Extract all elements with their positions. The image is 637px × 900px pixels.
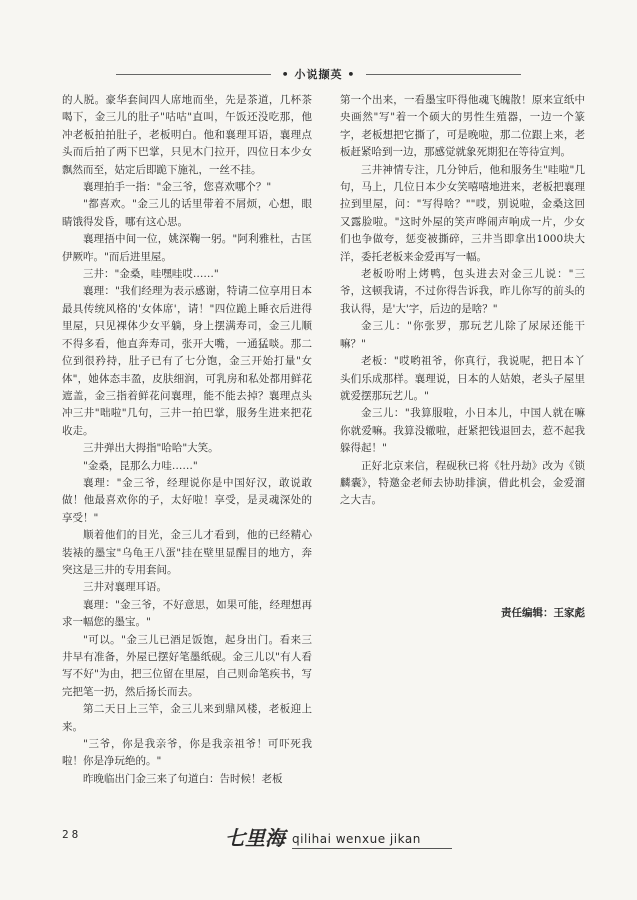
- paragraph: "可以。"金三儿已酒足饭饱，起身出门。看来三井早有准备，外屋已摆好笔墨纸砚。金三儿以"有人看写不好"为由，把三位留在里屋，自己则命笔疾书，写完把笔一扔，然后扬长而去。: [62, 633, 312, 698]
- paragraph: 襄理捂中间一位，姚深鞠一躬。"阿利雅杜，古匡伊厥咋。"而后进里屋。: [62, 233, 312, 263]
- paragraph: 第一个出来，一看墨宝吓得他魂飞魄散！原来宣纸中央画然"写"着一个硕大的男性生殖器，一边一个篆字，老板想把它撕了，可是晚啦，那二位跟上来，老板赶紧哈到一边，那感觉就象死期犯在等待宣判。: [340, 94, 585, 159]
- paragraph: 三井弹出大拇指"哈哈"大笑。: [83, 442, 219, 455]
- paragraph: 昨晚临出门金三来了句道白：告时候！老板: [83, 772, 283, 785]
- paragraph: 三井对襄理耳语。: [83, 581, 167, 594]
- paragraph: 老板："哎哟祖爷，你真行，我说呢，把日本丫头们乐成那样。襄理说，日本的人姑娘，老头子屋里就爱摆那玩艺儿。": [340, 355, 585, 402]
- paragraph: 顺着他们的目光，金三儿才看到，他的已经精心装裱的墨宝"乌龟王八蛋"挂在壁里显醒目的地方，奔突这是三井的专用套间。: [62, 529, 312, 576]
- right-text-column: [340, 92, 585, 510]
- section-title: • 小说撷英 •: [281, 68, 356, 81]
- paragraph: 金三儿："我算服啦，小日本儿，中国人就在嘛你就爱嘛。我算没辙啦，赶紧把钱退回去，惹不起我躲得起！": [340, 407, 585, 455]
- paragraph: 襄理："我们经理为表示感谢，特请二位享用日本最具传统风格的'女体席'，请！"四位跪上睡衣后进得里屋，只见裸体少女平躺，身上摆满寿司，金三儿顺不得多看，他直奔寿司，张开大嘴，一通猛啖。那二位到很矜持，肚子已有了七分饱，金三开始打量"女体"，她体态丰盈，皮肤细润，可乳房和私处都用鲜花遮盖，金三指着鲜花问襄理，能不能去掉？襄理点头冲三井"咄啦"几句，三井一拍巴掌，服务生进来把花收走。: [62, 285, 312, 437]
- responsible-editor: 责任编辑：王家彪: [501, 607, 585, 619]
- section-header: [0, 66, 637, 82]
- journal-logo: 七里海: [225, 826, 285, 850]
- paragraph: 金三儿："你张罗，那玩艺儿除了尿尿还能干嘛？": [340, 320, 585, 350]
- paragraph: 襄理："金三爷，不好意思，如果可能，经理想再求一幅您的墨宝。": [62, 598, 312, 629]
- header-rule-left: [116, 74, 271, 75]
- header-rule-right: [366, 74, 521, 75]
- paragraph: 第二天日上三竿，金三儿来到鼎风楼，老板迎上来。: [62, 703, 312, 733]
- paragraph: 正好北京来信，程砚秋已将《牡丹劫》改为《锁麟囊》，特邀金老师去协助排演，借此机会，金爱溜之大吉。: [340, 459, 585, 507]
- paragraph: "三爷，你是我亲爷，你是我亲祖爷！可吓死我啦！你是净玩绝的。": [62, 738, 312, 768]
- paragraph: 老板吩咐上烤鸭，包头进去对金三儿说："三爷，这顿我请，不过你得告诉我，昨儿你写的前头的我认得，是'大'字，后边的是啥？": [340, 268, 585, 315]
- journal-name-latin: qilihai wenxue jikan: [292, 832, 421, 846]
- paragraph: "都喜欢。"金三儿的话里带着不屑烦，心想，眼睛饿得发昏，哪有这心思。: [62, 198, 312, 228]
- page-number: 28: [62, 828, 82, 841]
- footer-underline: [292, 848, 452, 849]
- paragraph: 三井神情专注，几分钟后，他和服务生"哇啦"几句，马上，几位日本少女笑嘻嘻地进来，老板把襄理拉到里屋，问："写得啥？""哎，别说啦，金桑这回又露脸啦。"这时外屋的笑声哗闹声响成一片，少女们也争做夸，惩变被撕碎，三井当即拿出1000块大洋，委托老板来金爱再写一幅。: [340, 163, 585, 263]
- left-text-column: [62, 92, 312, 788]
- paragraph: "金桑，昆那么力哇……": [83, 459, 198, 472]
- paragraph: 襄理拍手一指："金三爷，您喜欢哪个？": [83, 181, 272, 194]
- paragraph: 的人脱。豪华套间四人席地而坐，先是茶道，几杯茶喝下，金三儿的肚子"咕咕"直叫，午饭还没吃那，他冲老板拍拍肚子，老板明白。他和襄理耳语，襄理点头而后拍了两下巴掌，只见木门拉开，四位日本少女飘然而至，姑定后即跪下施礼，一丝不挂。: [62, 94, 312, 176]
- paragraph: 襄理："金三爷，经理说你是中国好汉，敢说敢做！他最喜欢你的子，太好啦！享受，是灵魂深处的享受！": [62, 476, 312, 524]
- paragraph: 三井："金桑，哇嘿哇哎……": [83, 268, 219, 281]
- page-footer: [0, 822, 637, 862]
